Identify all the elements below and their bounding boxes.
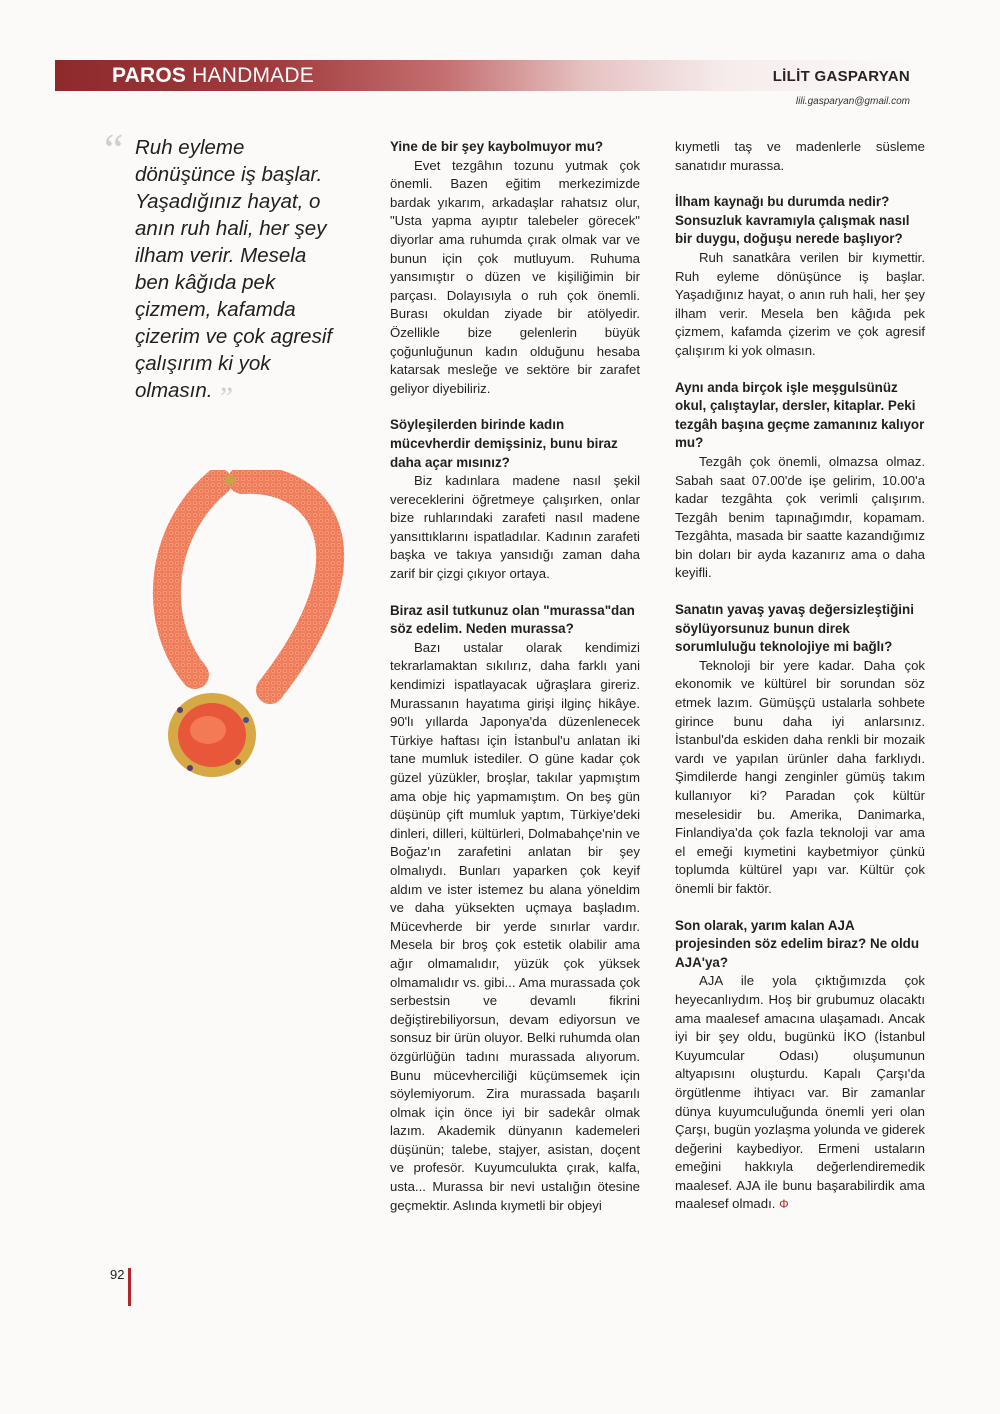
- question-heading: Söyleşilerden birinde kadın mücevherdir demişsiniz, bunu biraz daha açar mısınız?: [390, 417, 618, 470]
- answer-paragraph-continued: kıymetli taş ve madenlerle süsleme sanatıdır murassa.: [675, 139, 925, 173]
- author-email: lili.gasparyan@gmail.com: [795, 96, 910, 107]
- answer-paragraph: Bazı ustalar olarak kendimizi tekrarlamaktan sıkılırız, daha farklı yani kendimizi ispatlayacak uğraşlara gireriz. Murassanın hayatıma girişi ilginç hikâye. 90'lı yıllarda Japonya'da düzenlenecek Türkiye haftası için İstanbul'u anlatan iki tane mumluk istediler. O güne kadar çok güzel yüzükler, broşlar, takılar yapmıştım ama obje hiç yapmamıştım. On beş gün düşünüp çift mumluk yaptım, Türkiye'deki dinleri, dilleri, kültürleri, Dolmabahçe'nin ve Boğaz'ın zarafetini anlatan bir şey olmalıydı. Bunları yaparken çok keyif aldım ve ister istemez bu alana yöneldim ve daha yüksekten uçmaya başladım. Mücevherde bir yerde sınırlar vardır. Mesela bir broş çok estetik olabilir ama ağır olmamalıdır, yüzük çok yüksek olmamalıdır vs. gibi... Ama murassada çok serbestsin ve devamlı fikrini değiştirebiliyorsun, devam ediyorsun ve sonsuz bir ürün oluyor. Belki ruhumda olan özgürlüğün tadını murassada alıyorum. Bunu mücevherciliği küçümsemek için söylemiyorum. Zira murassada başarılı olmak için önce iyi bir sadekâr olmak lazım. Akademik dünyanın kademeleri düşünün; talebe, stajyer, asistan, doçent ve profesör. Kuyumculukta çırak, kalfa, usta... Murassa bir nevi ustalığın ötesine geçmektir. Aslında kıymetli bir objeyi: [390, 639, 640, 1213]
- answer-paragraph: Evet tezgâhın tozunu yutmak çok önemli. Bazen eğitim merkezimizde bardak yıkarım, arkadaşlar rahatsız olur, "Usta yapma ayıptır talebeler görecek" diyorlar ama ruhumda çırak olmak var ve bunun için çok mutluyum. Ruhuma yansımıştır o düzen ve kişiliğimin bir parçası. Dolayısıyla o ruh çok önemli. Burası okuldan ziyade bir atölyedir. Özellikle bize gelenlerin büyük çoğunluğunun kadın olduğunu hesaba katarsak mesleğe ve sektöre bir zarafet geliyor diyebiliriz.: [390, 157, 640, 396]
- open-quote-icon: “: [104, 125, 124, 174]
- article-column-2: [675, 138, 925, 1214]
- question-heading: İlham kaynağı bu durumda nedir? Sonsuzluk kavramıyla çalışmak nasıl bir duygu, doğuşu nerede başlıyor?: [675, 194, 910, 247]
- section-title-bold: PAROS: [112, 64, 187, 87]
- article-column-1: [390, 138, 640, 1215]
- question-heading: Aynı anda birçok işle meşgulsünüz okul, çalıştaylar, dersler, kitaplar. Peki tezgâh başına geçme zamanınız kalıyor mu?: [675, 379, 925, 451]
- question-heading: Yine de bir şey kaybolmuyor mu?: [390, 139, 604, 154]
- question-heading: Sanatın yavaş yavaş değersizleştiğini söylüyorsunuz bunun direk sorumluluğu teknolojiye mi bağlı?: [675, 602, 914, 655]
- section-title-rest: HANDMADE: [192, 64, 314, 87]
- answer-paragraph: Teknoloji bir yere kadar. Daha çok ekonomik ve kültürel bir sorundan söz etmek lazım. Gümüşçü ustalarla sohbete girince bunu daha iyi anlarsınız. İstanbul'da eskiden daha renkli bir mozaik vardı ve yapılan ürünler daha farklıydı. Şimdilerde hangi zenginler gümüş takım kullanıyor ki? Paradan çok kültür meselesidir bu. Amerika, Danimarka, Finlandiya'da çok fazla teknoloji var ama el emeği kıymetini kaybetmiyor çünkü toplumda kültürel yapı var. Kültür çok önemli bir faktör.: [675, 657, 925, 896]
- page-number: 92: [110, 1267, 125, 1282]
- end-mark-icon: Φ: [779, 1197, 789, 1212]
- answer-text: AJA ile yola çıktığımızda çok heyecanlıydım. Hoş bir grubumuz olacaktı ama maalesef amacına ulaşamadı. Ancak iyi bir şey oldu, bugünkü İKO (İstanbul Kuyumcular Odası) oluşumunun altyapısını oluşturdu. Kapalı Çarşı'da örgütlenme ihtiyacı var. Bir zamanlar dünya kuyumculuğunda önemli yeri olan Çarşı, bugün yozlaşma yolunda ve giderek değerini kaybediyor. Ermeni ustaların emeğini hakkıyla değerlendiremedik maalesef. AJA ile bunu başarabilirdik ama maalesef olmadı.: [675, 973, 925, 1212]
- page-number-rule: [128, 1268, 131, 1306]
- answer-paragraph: [675, 972, 925, 1214]
- answer-paragraph: Ruh sanatkâra verilen bir kıymettir. Ruh eyleme dönüşünce iş başlar. Yaşadığınız hayat, o anın ruh hali, her şey ilham verir. Mesela ben kâğıda pek çizmem, kafamda çizerim ve çok agresif çalışırım ki yok olmasın.: [675, 249, 925, 358]
- question-heading: Son olarak, yarım kalan AJA projesinden söz edelim biraz? Ne oldu AJA'ya?: [675, 917, 920, 970]
- answer-paragraph: Biz kadınlara madene nasıl şekil vereceklerini öğretmeye çalışırken, onlar bize ruhlarındaki zarafeti nasıl madene yansıttıklarını ispatladılar. Kadının zarafeti başka ve takıya yansıdığı zaman daha zarif bir çizgi çıkıyor ortaya.: [390, 473, 640, 582]
- pull-quote-text: Ruh eyleme dönüşünce iş başlar. Yaşadığınız hayat, o anın ruh hali, her şey ilham verir. Mesela ben kâğıda pek çizmem, kafamda çizerim ve çok agresif çalışırım ki yok olmasın.: [135, 136, 333, 402]
- section-title: [112, 64, 314, 88]
- answer-paragraph: Tezgâh çok önemli, olmazsa olmaz. Sabah saat 07.00'de işe gelirim, 10.00'a kadar tezgâhta çok verimli çalışırım. Tezgâh benim tapınağımdır, kopamam. Tezgâhta, masada bir saatte kazandığımız bin doları bir ayda kazanırız ama o daha keyifli.: [675, 453, 925, 581]
- author-name: LİLİT GASPARYAN: [772, 68, 910, 85]
- necklace-photo: [150, 470, 380, 780]
- close-quote-icon: ”: [216, 381, 234, 414]
- question-heading: Biraz asil tutkunuz olan "murassa"dan söz edelim. Neden murassa?: [390, 602, 635, 637]
- pull-quote: [135, 134, 345, 414]
